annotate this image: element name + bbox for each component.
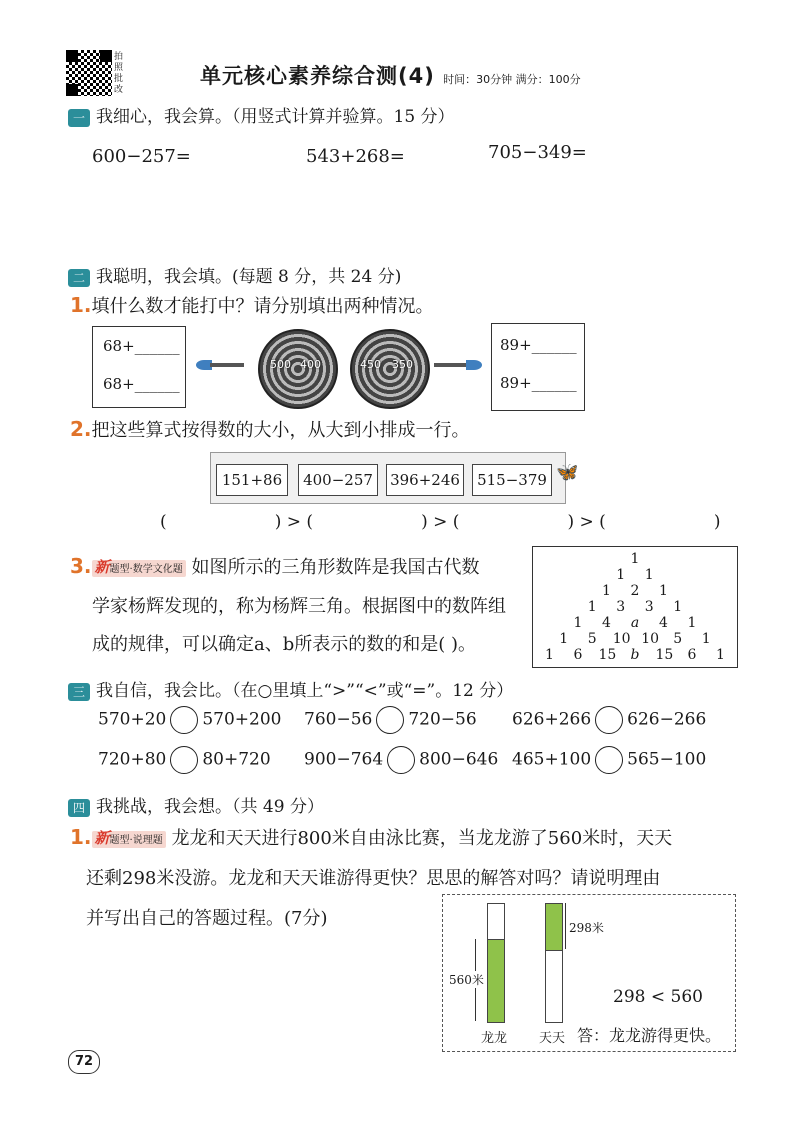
label-298: 298米 [569,921,604,935]
cmp-right: 570+200 [202,709,282,730]
triangle-cell: 1 [687,615,697,631]
left-answer-1[interactable]: 68+______ [103,337,180,355]
expression-1: 151+86 [216,464,288,496]
compare-row-1b [304,706,477,734]
name-longlong: 龙龙 [481,1031,508,1046]
section2-heading-text: 我聪明，我会填。(每题 8 分，共 24 分) [96,267,402,287]
longlong-swum [487,939,505,1023]
s2-q1 [70,292,434,318]
compare-row-2b [304,746,498,774]
triangle-cell: 6 [687,647,697,663]
section3-heading [68,676,513,701]
label-560: 560米 [449,973,484,987]
triangle-cell: 1 [559,631,569,647]
s2-q3-num: 3. [70,554,92,578]
compare-expression: 298 < 560 [613,987,703,1007]
triangle-cell: 1 [716,647,725,663]
insect-icon: 🦋 [556,462,579,483]
section3-badge: 三 [68,683,90,701]
calc-problem-2: 543+268= [306,146,405,167]
compare-row-1 [98,706,281,734]
compare-circle[interactable] [387,746,415,774]
yanghui-triangle [532,546,738,668]
triangle-cell: 1 [701,631,711,647]
compare-row-2c [512,746,706,774]
triangle-cell: 1 [616,567,626,583]
target2-inner: 450 [360,358,381,371]
triangle-cell: 1 [659,583,668,599]
s4-q1-line3: 并写出自己的答题过程。(7分) [86,908,328,929]
name-tiantian: 天天 [539,1031,566,1046]
cmp-right: 626−266 [627,709,707,730]
tiantian-remaining [545,903,563,951]
expression-2: 400−257 [298,464,378,496]
compare-row-1c [512,706,706,734]
target1-inner: 400 [300,358,321,371]
time-info: 时间：30分钟 满分：100分 [443,73,581,86]
triangle-cell: 10 [612,631,631,647]
s2-q1-text: 填什么数才能打中？请分别填出两种情况。 [91,296,434,317]
title-text: 单元核心素养综合测(4) [200,64,435,88]
triangle-cell: 3 [644,599,654,615]
target1-outer: 500 [270,358,291,371]
triangle-cell: a [630,615,640,631]
cmp-right: 720−56 [408,709,477,730]
s4-q1 [70,824,750,850]
triangle-cell: 1 [545,647,554,663]
triangle-cell: 1 [630,551,640,567]
right-answer-1[interactable]: 89+______ [500,336,577,354]
s4-q1-num: 1. [70,825,92,849]
s2-q1-num: 1. [70,293,92,317]
compare-circle[interactable] [170,706,198,734]
triangle-cell: 1 [602,583,611,599]
section4-heading-text: 我挑战，我会想。（共 49 分） [96,797,324,817]
cmp-left: 626+266 [512,709,592,730]
target2-outer: 350 [392,358,413,371]
page-title [200,60,581,90]
triangle-cell: 4 [659,615,668,631]
cmp-right: 80+720 [202,749,271,770]
new-question-tag: 新题型·说理题 [92,831,166,848]
triangle-cell: 15 [655,647,674,663]
section1-heading [68,102,455,127]
calc-problem-3: 705−349= [488,142,587,163]
new-question-tag: 新题型·数学文化题 [92,560,186,577]
s2-q3-line3: 成的规律，可以确定a、b所表示的数的和是( )。 [92,634,477,655]
cmp-right: 800−646 [419,749,499,770]
s2-q2 [70,416,470,442]
dart-right-icon [434,360,484,370]
section2-badge: 二 [68,269,90,287]
s2-q2-num: 2. [70,417,92,441]
s2-q3-line2: 学家杨辉发现的，称为杨辉三角。根据图中的数阵组 [92,596,506,617]
page-number: 72 [68,1050,100,1074]
triangle-cell: 2 [630,583,640,599]
compare-row-2 [98,746,271,774]
left-answer-box [92,326,186,408]
right-answer-2[interactable]: 89+______ [500,374,577,392]
triangle-cell: 1 [673,599,683,615]
compare-circle[interactable] [170,746,198,774]
qr-label: 拍照批改 [114,52,124,95]
left-answer-2[interactable]: 68+______ [103,375,180,393]
expression-3: 396+246 [386,464,464,496]
triangle-cell: 4 [602,615,611,631]
triangle-cell: 1 [587,599,597,615]
s4-q1-line2: 还剩298米没游。龙龙和天天谁游得更快？思思的解答对吗？请说明理由 [86,868,661,889]
triangle-cell: b [630,647,640,663]
section4-heading [68,792,324,817]
section2-heading [68,262,401,287]
arrow-298 [565,903,567,949]
qr-code [66,50,112,96]
triangle-cell: 3 [616,599,626,615]
cmp-left: 570+20 [98,709,167,730]
section4-badge: 四 [68,799,90,817]
section1-heading-text: 我细心，我会算。（用竖式计算并验算。15 分） [96,107,455,127]
cmp-left: 760−56 [304,709,373,730]
right-answer-box [491,323,585,411]
s4-q1-line1: 龙龙和天天进行800米自由泳比赛，当龙龙游了560米时，天天 [171,828,673,849]
swim-figure [442,894,736,1052]
triangle-cell: 5 [587,631,597,647]
given-answer: 答：龙龙游得更快。 [577,1026,722,1045]
triangle-cell: 10 [641,631,660,647]
cmp-left: 900−764 [304,749,384,770]
calc-problem-1: 600−257= [92,146,191,167]
expression-4: 515−379 [472,464,552,496]
triangle-cell: 1 [573,615,583,631]
cmp-right: 565−100 [627,749,707,770]
triangle-cell: 1 [644,567,654,583]
triangle-cell: 15 [598,647,617,663]
section1-badge: 一 [68,109,90,127]
s2-q3-line1: 如图所示的三角形数阵是我国古代数 [191,557,480,578]
s2-q3 [70,553,530,579]
compare-circle[interactable] [376,706,404,734]
dart-left-icon [196,360,246,370]
compare-circle[interactable] [595,746,623,774]
triangle-cell: 5 [673,631,683,647]
order-answer-line[interactable]: ( ) > ( ) > ( ) > ( ) [160,512,721,532]
cmp-left: 720+80 [98,749,167,770]
s2-q2-text: 把这些算式按得数的大小，从大到小排成一行。 [91,420,470,441]
triangle-cell: 6 [573,647,583,663]
section3-heading-text: 我自信，我会比。（在○里填上“>”“<”或“=”。12 分） [96,681,514,701]
compare-circle[interactable] [595,706,623,734]
cmp-left: 465+100 [512,749,592,770]
